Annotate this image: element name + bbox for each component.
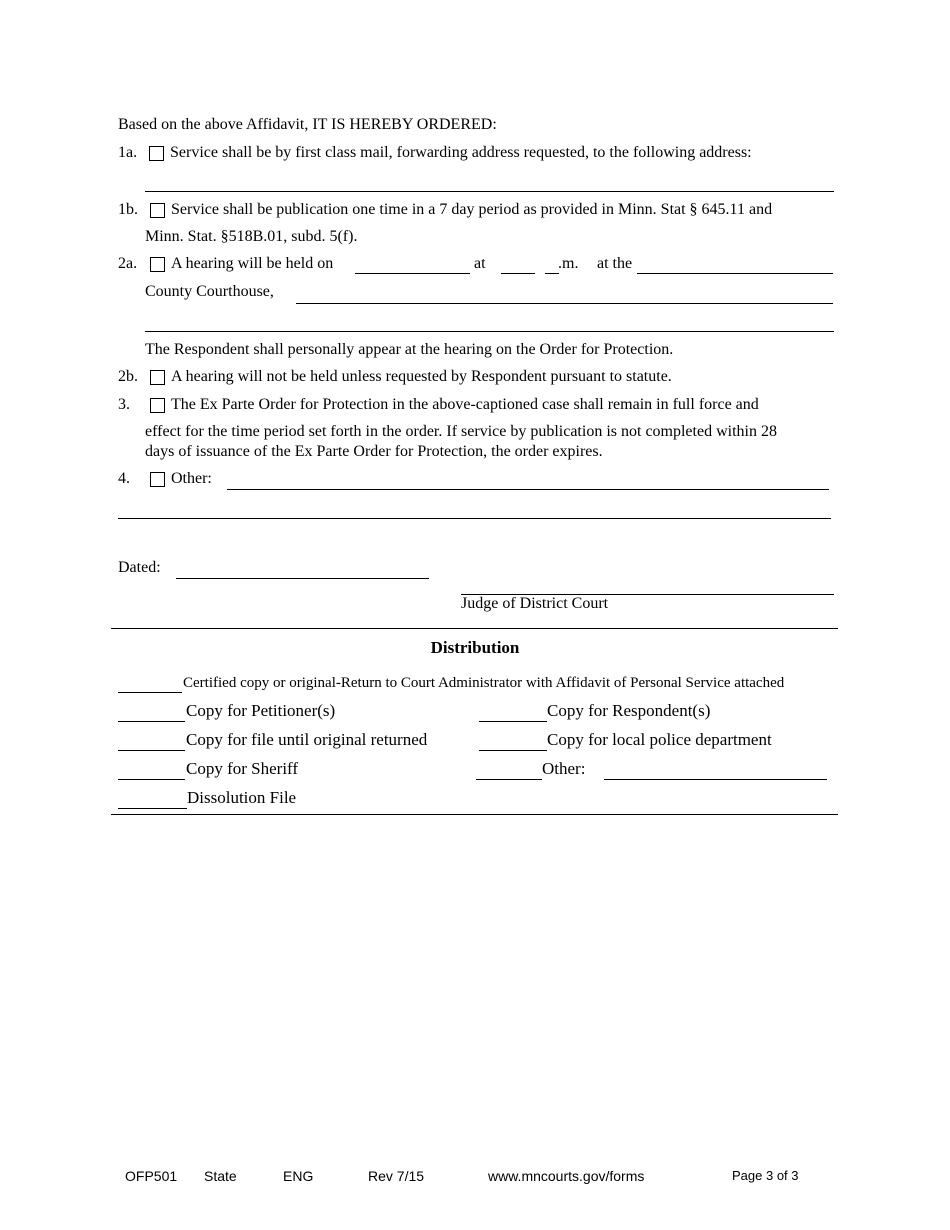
item-4-text: Other: xyxy=(171,470,212,487)
distribution-other-field[interactable] xyxy=(604,779,827,780)
certified-checkline[interactable] xyxy=(118,692,182,693)
item-3-text: The Ex Parte Order for Protection in the above-captioned case shall remain in full force and xyxy=(171,396,759,413)
distribution-heading: Distribution xyxy=(430,638,520,657)
item-4-checkbox[interactable] xyxy=(150,472,165,487)
copy-sheriff-label: Copy for Sheriff xyxy=(186,759,299,778)
dissolution-label: Dissolution File xyxy=(187,788,297,807)
certified-text: Certified copy or original-Return to Court Administrator with Affidavit of Personal Service attached xyxy=(183,675,785,691)
sheriff-checkline[interactable] xyxy=(118,779,185,780)
item-3-text-cont-2: days of issuance of the Ex Parte Order for Protection, the order expires. xyxy=(145,443,603,460)
dated-field[interactable] xyxy=(176,578,429,579)
section-divider xyxy=(111,628,838,629)
appear-text: The Respondent shall personally appear at the hearing on the Order for Protection. xyxy=(145,341,674,358)
judge-label: Judge of District Court xyxy=(461,595,609,612)
dissolution-checkline[interactable] xyxy=(118,808,187,809)
item-2b-number: 2b. xyxy=(118,368,138,385)
item-1a-number: 1a. xyxy=(118,144,138,161)
copy-police-label: Copy for local police department xyxy=(547,730,772,749)
file-checkline[interactable] xyxy=(118,750,185,751)
item-3-number: 3. xyxy=(118,396,130,413)
address-line[interactable] xyxy=(145,191,834,192)
other-checkline[interactable] xyxy=(476,779,542,780)
footer-page-number: Page 3 of 3 xyxy=(732,1168,799,1183)
footer-website[interactable]: www.mncourts.gov/forms xyxy=(488,1168,645,1184)
item-2b-checkbox[interactable] xyxy=(150,370,165,385)
item-2b-text: A hearing will not be held unless requested by Respondent pursuant to statute. xyxy=(171,368,672,385)
item-1a-text: Service shall be by first class mail, forwarding address requested, to the following address: xyxy=(170,144,752,161)
copy-respondent-label: Copy for Respondent(s) xyxy=(547,701,711,720)
item-3-checkbox[interactable] xyxy=(150,398,165,413)
hearing-date-field[interactable] xyxy=(355,273,470,274)
police-checkline[interactable] xyxy=(479,750,547,751)
hearing-hour-field[interactable] xyxy=(501,273,535,274)
item-1b-text-cont: Minn. Stat. §518B.01, subd. 5(f). xyxy=(145,228,358,245)
courthouse-address-field[interactable] xyxy=(296,303,833,304)
other-field[interactable] xyxy=(227,489,829,490)
petitioner-checkline[interactable] xyxy=(118,721,185,722)
order-intro: Based on the above Affidavit, IT IS HEREBY ORDERED: xyxy=(118,116,497,133)
courthouse-label: County Courthouse, xyxy=(145,283,274,300)
hearing-ampm-field[interactable] xyxy=(545,273,559,274)
copy-file-label: Copy for file until original returned xyxy=(186,730,428,749)
item-1a-checkbox[interactable] xyxy=(149,146,164,161)
dated-label: Dated: xyxy=(118,559,161,576)
footer-revision: Rev 7/15 xyxy=(368,1168,425,1184)
footer-jurisdiction: State xyxy=(204,1168,237,1184)
item-1b-text: Service shall be publication one time in a 7 day period as provided in Minn. Stat § 645.11 and xyxy=(171,201,773,218)
item-2a-checkbox[interactable] xyxy=(150,257,165,272)
other-field-line-2[interactable] xyxy=(118,518,831,519)
item-1b-number: 1b. xyxy=(118,201,138,218)
footer-language: ENG xyxy=(283,1168,314,1184)
county-field[interactable] xyxy=(637,273,833,274)
hearing-at-the-label: at the xyxy=(597,255,633,272)
respondent-checkline[interactable] xyxy=(479,721,547,722)
hearing-am-pm-label: .m. xyxy=(558,255,579,272)
distribution-other-label: Other: xyxy=(542,759,586,778)
courthouse-address-line-2[interactable] xyxy=(145,331,834,332)
item-2a-text: A hearing will be held on xyxy=(171,255,334,272)
item-4-number: 4. xyxy=(118,470,130,487)
hearing-at-label: at xyxy=(474,255,486,272)
item-3-text-cont: effect for the time period set forth in the order. If service by publication is not completed within 28 xyxy=(145,423,777,440)
footer-form-id: OFP501 xyxy=(125,1168,178,1184)
copy-petitioner-label: Copy for Petitioner(s) xyxy=(186,701,336,720)
item-1b-checkbox[interactable] xyxy=(150,203,165,218)
item-2a-number: 2a. xyxy=(118,255,138,272)
distribution-bottom-rule xyxy=(111,814,838,815)
